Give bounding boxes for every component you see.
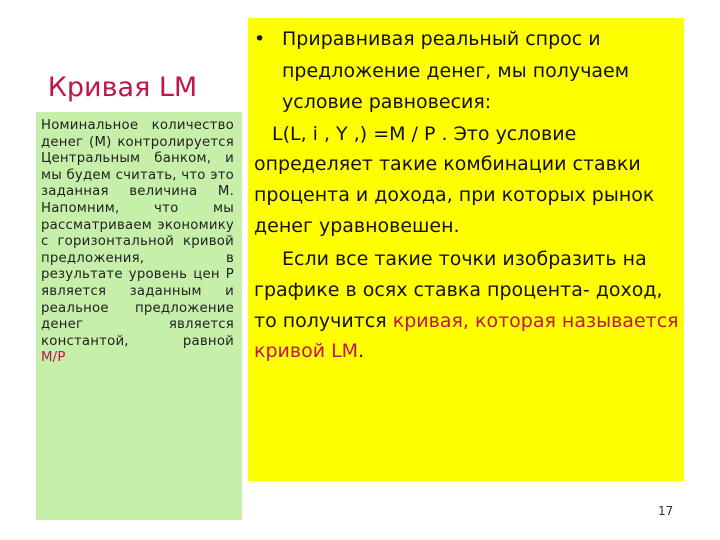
- left-text-box: [36, 112, 242, 520]
- left-paragraph: [41, 118, 234, 367]
- right-line-10-red: кривая, которая называется: [392, 310, 679, 332]
- right-line-1: Приравнивая реальный спрос и: [282, 28, 601, 50]
- right-line-8: Если все такие точки изобразить на: [282, 248, 647, 270]
- page-number: 17: [658, 504, 674, 518]
- right-line-9: графике в осях ставка процента- доход,: [254, 279, 663, 301]
- right-line-10: [254, 310, 679, 332]
- right-line-11-end: .: [358, 340, 365, 362]
- bullet-icon: •: [254, 28, 266, 50]
- right-line-7: денег уравновешен.: [254, 215, 460, 237]
- left-paragraph-end: М/Р: [41, 350, 66, 366]
- right-line-4: L(L, i , Y ,) =M / P . Это условие: [272, 123, 577, 145]
- slide-title: Кривая LM: [47, 72, 198, 103]
- right-line-3: условие равновесия:: [282, 91, 492, 113]
- right-line-11-red: кривой LM: [254, 340, 359, 362]
- right-line-10-start: то получится: [254, 310, 393, 332]
- right-line-5: определяет такие комбинации ставки: [254, 153, 641, 175]
- right-line-2: предложение денег, мы получаем: [282, 60, 630, 82]
- right-line-6: процента и дохода, при которых рынок: [254, 184, 655, 206]
- left-paragraph-text: Номинальное количество денег (М) контролируется Центральным банком, и мы будем считать, что это заданная величина М. Напомним, что мы рассматриваем экономику с горизонтальной кривой предложения, в результате уровень цен Р является заданным и реальное предложение денег является константой, равной: [41, 118, 234, 349]
- right-text-box: [248, 18, 684, 481]
- right-line-11: [254, 340, 364, 362]
